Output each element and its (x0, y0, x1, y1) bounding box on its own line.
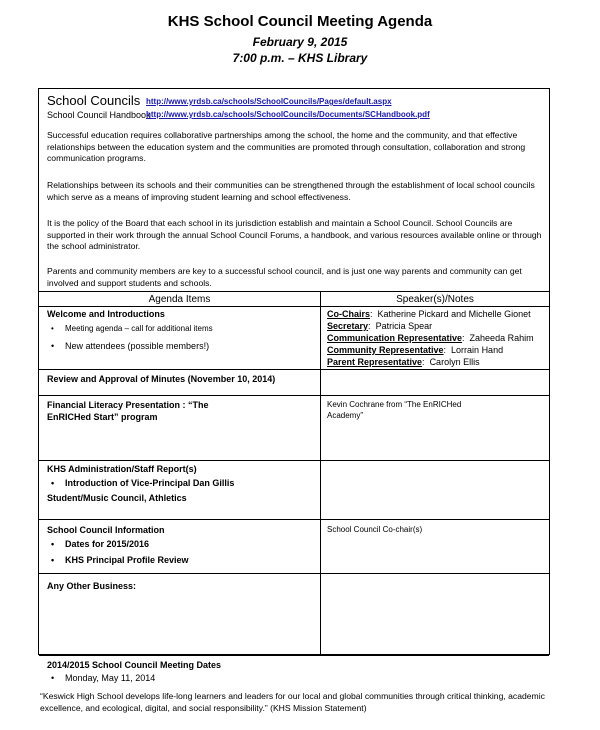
handbook-label: School Council Handbook (47, 110, 151, 120)
agenda-item: Financial Literacy Presentation : “The EnRICHed Start” program (47, 400, 209, 422)
speaker-name: Patricia Spear (375, 321, 433, 331)
row-divider (39, 395, 549, 396)
row-divider (39, 519, 549, 520)
speaker-name: Zaheeda Rahim (469, 333, 534, 343)
agenda-sub-item: Student/Music Council, Athletics (47, 493, 187, 503)
table-row (47, 308, 315, 352)
list-item: • Dates for 2015/2016 (47, 538, 315, 550)
intro-section (39, 89, 549, 291)
column-divider (320, 291, 321, 654)
handbook-link[interactable]: http://www.yrdsb.ca/schools/SchoolCouncils/Documents/SCHandbook.pdf (146, 110, 430, 119)
intro-paragraph: Relationships between its schools and their communities can be strengthened through the establishment of local school councils which serve as a means of improving student learning and school effectiveness. (47, 180, 535, 202)
row-divider (39, 369, 549, 370)
school-councils-heading: School Councils (47, 93, 141, 108)
speaker-notes: School Council Co-chair(s) (327, 525, 423, 534)
agenda-item: KHS Administration/Staff Report(s) (47, 464, 197, 474)
col-header-speakers: Speaker(s)/Notes (396, 294, 474, 305)
speaker-notes: Co-Chairs: Katherine Pickard and Michelle Gionet Secretary: Patricia Spear Communication Representative: Zaheeda Rahim Community Representative: Lorrain Hand Parent Representative: Carolyn Ellis (327, 309, 534, 367)
role-label: Co-Chairs (327, 309, 371, 319)
speaker-name: Katherine Pickard and Michelle Gionet (377, 309, 531, 319)
table-row (47, 524, 315, 566)
school-councils-link[interactable]: http://www.yrdsb.ca/schools/SchoolCouncils/Pages/default.aspx (146, 97, 392, 106)
meeting-time-location: 7:00 p.m. – KHS Library (232, 51, 368, 65)
list-item: • New attendees (possible members!) (47, 340, 315, 352)
row-divider (39, 655, 549, 656)
agenda-item: Welcome and Introductions (47, 309, 165, 319)
table-top-rule (39, 291, 549, 292)
intro-paragraph: Successful education requires collaborative partnerships among the school, the home and the community, and that effective relationships between the education system and the communities are promoted through consultation, collaboration and strong communication programs. (47, 130, 526, 163)
speaker-notes: Kevin Cochrane from “The EnRICHed Academy” (327, 400, 462, 420)
role-label: Secretary (327, 321, 369, 331)
agenda-item: 2014/2015 School Council Meeting Dates (47, 660, 222, 670)
col-header-agenda: Agenda Items (148, 294, 211, 305)
table-header-rule (39, 306, 549, 307)
intro-paragraph: Parents and community members are key to a successful school council, and is just one way parents and community can get involved and support students and schools. (47, 266, 522, 288)
agenda-item: School Council Information (47, 525, 165, 535)
row-divider (39, 460, 549, 461)
role-label: Parent Representative (327, 357, 423, 367)
role-label: Communication Representative (327, 333, 463, 343)
list-item: • Monday, May 11, 2014 (47, 672, 547, 684)
list-item: • Meeting agenda – call for additional items (47, 323, 315, 335)
role-label: Community Representative (327, 345, 444, 355)
table-row (47, 659, 547, 684)
agenda-item: Any Other Business: (47, 581, 137, 591)
list-item: • KHS Principal Profile Review (47, 554, 315, 566)
table-row (47, 463, 315, 504)
agenda-box (38, 88, 550, 683)
meeting-date: February 9, 2015 (252, 35, 348, 49)
speaker-name: Lorrain Hand (451, 345, 504, 355)
agenda-item: Review and Approval of Minutes (November 10, 2014) (47, 374, 276, 384)
page-title: KHS School Council Meeting Agenda (167, 13, 433, 30)
speaker-name: Carolyn Ellis (429, 357, 480, 367)
mission-statement: “Keswick High School develops life-long learners and leaders for our local and global communities through critical thinking, academic excellence, and ecological, digital, and social responsibility.” (KHS Mission Statement) (40, 691, 545, 713)
intro-paragraph: It is the policy of the Board that each school in its jurisdiction establish and maintain a School Council. School Councils are supported in their work through the annual School Council Forums, a handbook, and various resources available online or through the school administrator. (47, 218, 542, 251)
list-item: • Introduction of Vice-Principal Dan Gillis (47, 477, 315, 489)
row-divider (39, 573, 549, 574)
